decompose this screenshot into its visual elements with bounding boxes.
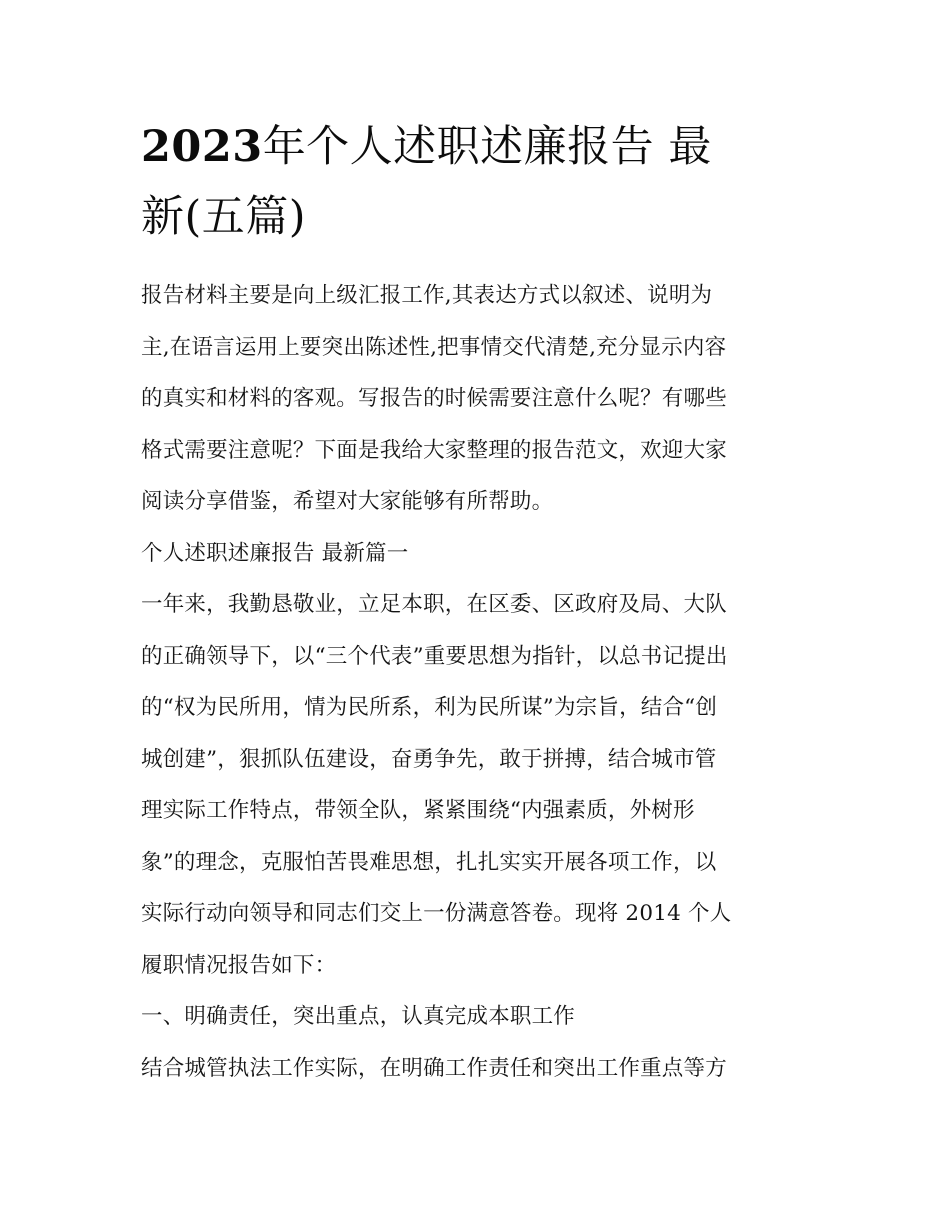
intro-line: 格式需要注意呢？下面是我给大家整理的报告范文，欢迎大家 (141, 437, 727, 463)
subheading-1 (141, 991, 813, 1043)
intro-line: 报告材料主要是向上级汇报工作,其表达方式以叙述、说明为 (141, 283, 713, 308)
title-line-1-text: 年个人述职述廉报告 最 (262, 122, 712, 172)
body-line: 的正确领导下，以“三个代表”重要思想为指针，以总书记提出 (141, 643, 728, 669)
body-line: 履职情况报告如下： (141, 952, 337, 978)
title-year: 2023 (141, 122, 263, 172)
intro-line: 阅读分享借鉴，希望对大家能够有所帮助。 (141, 489, 554, 514)
body-line: 象”的理念，克服怕苦畏难思想，扎扎实实开展各项工作，以 (141, 849, 717, 875)
intro-line: 的真实和材料的客观。写报告的时候需要注意什么呢？有哪些 (141, 386, 727, 411)
title-line-1 (141, 112, 813, 182)
section-heading (141, 528, 813, 580)
document-content (141, 112, 813, 1094)
closing-paragraph (141, 1043, 813, 1095)
intro-paragraph (141, 270, 813, 528)
body-line: 理实际工作特点，带领全队，紧紧围绕“内强素质，外树形 (141, 798, 695, 823)
title-line-2: 新(五篇) (141, 192, 307, 242)
body-line: 的“权为民所用，情为民所系，利为民所谋”为宗旨，结合“创 (141, 695, 718, 720)
intro-line: 主,在语言运用上要突出陈述性,把事情交代清楚,充分显示内容 (141, 334, 727, 360)
closing-line: 结合城管执法工作实际，在明确工作责任和突出工作重点等方 (141, 1055, 727, 1081)
section-heading-text: 个人述职述廉报告 最新篇一 (141, 540, 409, 566)
subheading-1-text: 一、明确责任，突出重点，认真完成本职工作 (141, 1004, 576, 1029)
body-line: 一年来，我勤恳敬业，立足本职，在区委、区政府及局、大队 (141, 592, 727, 617)
body-line: 实际行动向领导和同志们交上一份满意答卷。现将 2014 个人 (141, 901, 732, 926)
body-paragraph (141, 579, 813, 991)
body-line: 城创建”，狠抓队伍建设，奋勇争先，敢于拼搏，结合城市管 (141, 746, 717, 772)
document-title (141, 112, 813, 252)
